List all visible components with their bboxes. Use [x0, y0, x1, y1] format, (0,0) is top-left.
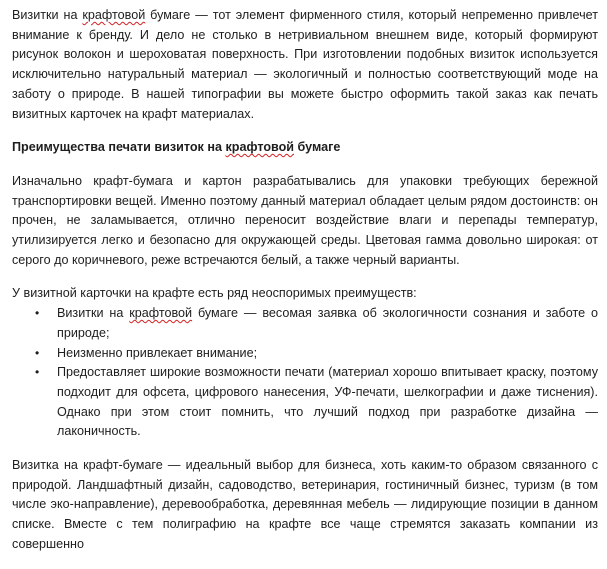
paragraph-properties[interactable]: Изначально крафт-бумага и картон разрабатывались для упаковки требующих бережной транспортировки вещей. Именно поэтому данный материал обладает целым рядом достоинств: он прочен, не заламывается, отлично переносит воздействие влаги и перепады температур, утилизируется легко и безопасно для окружающей среды. Цветовая гамма довольно широкая: от серого до коричневого, реже встречаются белый, а также черный варианты.	[12, 173, 598, 267]
bullet-icon: •	[35, 306, 40, 321]
heading-text-rest: бумаге	[294, 140, 341, 155]
document-page	[12, 6, 598, 569]
paragraph-business[interactable]: Визитка на крафт-бумаге — идеальный выбор для бизнеса, хоть каким-то образом связанного с природой. Ландшафтный дизайн, садоводство, ветеринария, гостиничный бизнес, туризм (в том числе эко-направление), деревообработка, деревянная мебель — лидирующие позиции в данном списке. Вместе с тем полиграфию на крафте все чаще стремятся заказать компании из совершенно	[12, 458, 598, 551]
list-item[interactable]	[12, 304, 598, 343]
list-item-text-rest: бумаге — весомая заявка об экологичности сознания и заботе о природе;	[57, 306, 599, 340]
list-intro[interactable]: У визитной карточки на крафте есть ряд неоспоримых преимуществ:	[12, 286, 417, 301]
list-item[interactable]	[12, 363, 598, 442]
intro-text-start: Визитки на	[12, 8, 83, 22]
list-item-text: Предоставляет широкие возможности печати (материал хорошо впитывает краску, поэтому подходит для офсета, цифрового нанесения, УФ-печати, шелкографии и даже тиснения). Однако при этом стоит помнить, что лучший подход при разработке дизайна — лаконичность.	[57, 365, 598, 439]
list-item-text: Неизменно привлекает внимание;	[57, 345, 258, 360]
misspelled-word[interactable]: крафтовой	[82, 8, 146, 22]
heading-text-start: Преимущества печати визиток на	[12, 140, 226, 155]
misspelled-word[interactable]: крафтовой	[129, 306, 193, 321]
intro-text-rest: бумаге — тот элемент фирменного стиля, который непременно привлечет внимание к бренду. И дело не столько в нетривиальном внешнем виде, который формируют рисунок волокон и шероховатая поверхность. При изготовлении подобных визиток используется исключительно натуральный материал — экологичный и полностью соответствующий моде на заботу о природе. В нашей типографии вы можете быстро оформить такой заказ как печать визитных карточек на крафт материалах.	[12, 8, 598, 121]
section-heading[interactable]	[12, 138, 598, 158]
misspelled-word[interactable]: крафтовой	[225, 140, 295, 155]
bullet-icon: •	[35, 345, 40, 360]
list-item[interactable]	[12, 344, 598, 364]
advantages-list	[12, 304, 598, 442]
bullet-icon: •	[35, 365, 40, 380]
intro-paragraph[interactable]	[12, 6, 598, 124]
list-item-text-start: Визитки на	[57, 306, 130, 321]
